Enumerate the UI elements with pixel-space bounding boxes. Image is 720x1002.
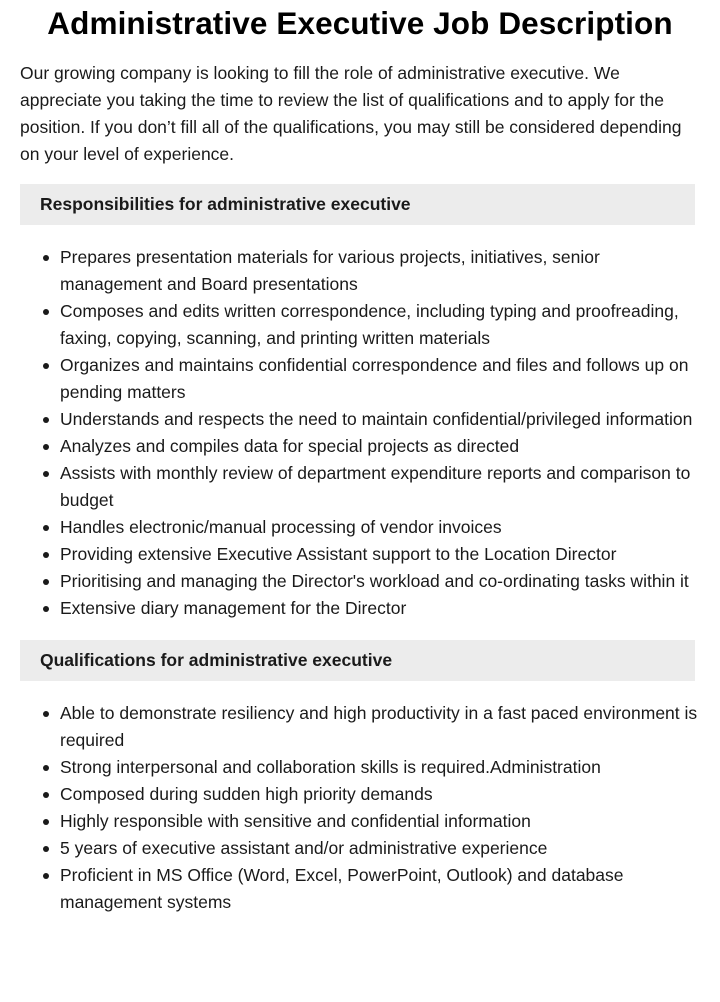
list-item: [60, 298, 700, 352]
list-item: [60, 406, 700, 433]
bullet-icon: [43, 765, 49, 771]
list-item-text: Analyzes and compiles data for special projects as directed: [60, 436, 520, 456]
list-item-text: Prepares presentation materials for various projects, initiatives, senior management and Board presentations: [60, 247, 600, 294]
list-item-text: Assists with monthly review of department expenditure reports and comparison to budget: [60, 463, 691, 510]
list-item-text: Highly responsible with sensitive and confidential information: [60, 811, 531, 831]
list-item: [60, 862, 700, 916]
bullet-icon: [43, 552, 49, 558]
bullet-icon: [43, 606, 49, 612]
bullet-icon: [43, 525, 49, 531]
list-item-text: Composed during sudden high priority demands: [60, 784, 433, 804]
bullet-icon: [43, 255, 49, 261]
list-item: [60, 595, 700, 622]
list-item: [60, 433, 700, 460]
list-item: [60, 514, 700, 541]
list-item-text: Composes and edits written correspondence, including typing and proofreading, faxing, copying, scanning, and printing written materials: [60, 301, 679, 348]
list-item-text: Handles electronic/manual processing of vendor invoices: [60, 517, 502, 537]
list-item: [60, 781, 700, 808]
list-item: [60, 244, 700, 298]
bullet-icon: [43, 417, 49, 423]
list-item-text: Providing extensive Executive Assistant support to the Location Director: [60, 544, 617, 564]
bullet-icon: [43, 471, 49, 477]
list-item: [60, 460, 700, 514]
list-item-text: Proficient in MS Office (Word, Excel, PowerPoint, Outlook) and database management systems: [60, 865, 624, 912]
list-item: [60, 835, 700, 862]
list-item-text: Prioritising and managing the Director's workload and co-ordinating tasks within it: [60, 571, 689, 591]
list-item: [60, 541, 700, 568]
bullet-icon: [43, 309, 49, 315]
list-item-text: Organizes and maintains confidential correspondence and files and follows up on pending matters: [60, 355, 689, 402]
list-item-text: Strong interpersonal and collaboration skills is required.Administration: [60, 757, 601, 777]
responsibilities-heading: Responsibilities for administrative executive: [20, 184, 695, 225]
list-item: [60, 352, 700, 406]
bullet-icon: [43, 819, 49, 825]
bullet-icon: [43, 711, 49, 717]
bullet-icon: [43, 444, 49, 450]
bullet-icon: [43, 363, 49, 369]
list-item: [60, 700, 700, 754]
bullet-icon: [43, 846, 49, 852]
bullet-icon: [43, 579, 49, 585]
bullet-icon: [43, 792, 49, 798]
list-item-text: Extensive diary management for the Director: [60, 598, 407, 618]
list-item-text: Able to demonstrate resiliency and high productivity in a fast paced environment is required: [60, 703, 698, 750]
bullet-icon: [43, 873, 49, 879]
intro-paragraph: Our growing company is looking to fill the role of administrative executive. We appreciate you taking the time to review the list of qualifications and to apply for the position. If you don’t fill all of the qualifications, you may still be considered depending on your level of experience.: [20, 63, 682, 164]
list-item: [60, 568, 700, 595]
qualifications-list: [0, 700, 700, 916]
page-title: Administrative Executive Job Description: [47, 5, 673, 41]
list-item-text: 5 years of executive assistant and/or administrative experience: [60, 838, 548, 858]
list-item: [60, 808, 700, 835]
list-item: [60, 754, 700, 781]
responsibilities-list: [0, 244, 700, 622]
qualifications-heading: Qualifications for administrative executive: [20, 640, 695, 681]
list-item-text: Understands and respects the need to maintain confidential/privileged information: [60, 409, 693, 429]
